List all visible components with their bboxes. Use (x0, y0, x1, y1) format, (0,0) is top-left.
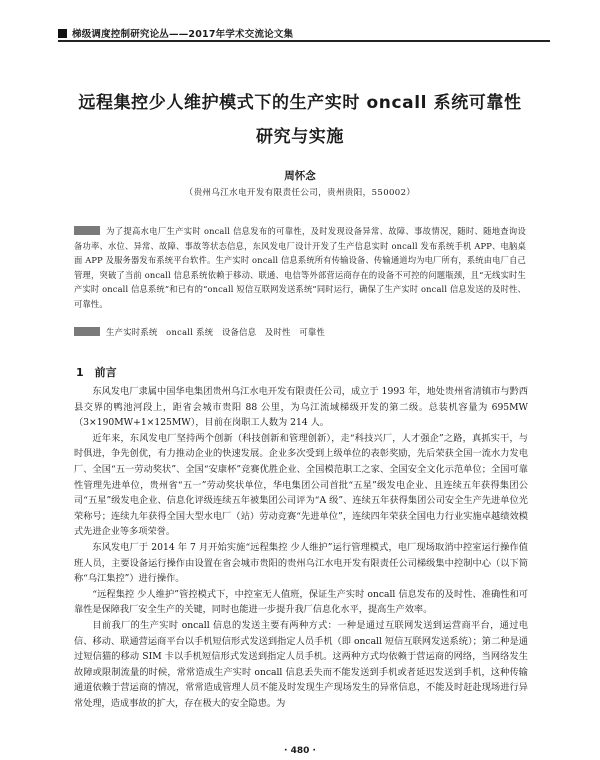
paper-title-line1: 远程集控少人维护模式下的生产实时 oncall 系统可靠性 (78, 93, 522, 113)
keywords (74, 325, 526, 339)
page-number: · 480 · (284, 746, 316, 756)
abstract (74, 224, 526, 312)
paragraph: 近年来，东风发电厂坚持两个创新（科技创新和管理创新），走“科技兴厂，人才强企”之路，真抓实干，与时俱进，争先创优，有力推动企业的快速发展。企业多次受到上级单位的表彰奖励，先后荣获全国一流水力发电厂、全国“五一劳动奖状”、全国“安康杯”竞赛优胜企业、全国模范职工之家、全国安全文化示范单位；全国可靠性管理先进单位，贵州省“五一”劳动奖状单位，华电集团公司首批“五星”级发电企业、且连续五年获得集团公司“五星”级发电企业、信息化评级连续五年被集团公司评为“A 级”、连续五年获得集团公司安全生产先进单位光荣称号；连续九年获得全国大型水电厂（站）劳动竞赛“先进单位”，连续四年荣获全国电力行业实施卓越绩效模式先进企业等多项荣誉。 (74, 432, 528, 538)
abstract-text: 为了提高水电厂生产实时 oncall 信息发布的可靠性，及时发现设备异常、故障、事故情况，随时、随地查询设备功率、水位、异常、故障、事故等状态信息，东风发电厂设计开发了生产信息实时 oncall 发布系统手机 APP、电脑桌面 APP 及服务器发布系统平台软件。生产实时 oncall 信息系统所有传输设备、传输通道均为电厂所有，系统由电厂自己管理，突破了当前 oncall 信息系统依赖于移动、联通、电信等外部营运商存在的设备不可控的问题瓶颈，且“无线实时生产实时 oncall 信息系统”和已有的“oncall 短信互联网发送系统”同时运行，确保了生产实时 oncall 信息发送的及时性、可靠性。 (74, 226, 526, 309)
paragraph: 东风发电厂于 2014 年 7 月开始实施“远程集控 少人维护”运行管理模式，电厂现场取消中控室运行操作值班人员，主要设备运行操作由设置在省会城市贵阳的贵州乌江水电开发有限责任公司梯级集中控制中心（以下简称“乌江集控”）进行操作。 (74, 541, 528, 585)
section-heading: 1 前言 (76, 366, 117, 379)
body-text (74, 384, 528, 711)
running-header (58, 26, 550, 42)
running-title: 梯级调度控制研究论丛——2017年学术交流论文集 (72, 29, 294, 40)
paragraph: 东风发电厂隶属中国华电集团贵州乌江水电开发有限责任公司，成立于 1993 年，地处贵州省清镇市与黔西县交界的鸭池河段上，距省会城市贵阳 88 公里，为乌江流域梯级开发的第二级。总装机容量为 695MW（3×190MW+1×125MW），目前在岗职工人数为 214 人。 (74, 386, 528, 429)
header-square-icon (58, 29, 67, 38)
keywords-text: 生产实时系统 oncall 系统 设备信息 及时性 可靠性 (106, 327, 326, 337)
author-affiliation: （贵州乌江水电开发有限责任公司，贵州贵阳，550002） (184, 188, 416, 198)
paper-title-line2: 研究与实施 (256, 127, 344, 147)
paragraph: “远程集控 少人维护”管控模式下，中控室无人值班，保证生产实时 oncall 信息发布的及时性、准确性和可靠性是保障我厂安全生产的关键，同时也能进一步提升我厂信息化水平，提高生产效率。 (74, 588, 528, 616)
paragraph: 目前我厂的生产实时 oncall 信息的发送主要有两种方式：一种是通过互联网发送到运营商平台，通过电信、移动、联通营运商平台以手机短信形式发送到指定人员手机（即 oncall 短信互联网发送系统）；第二种是通过短信猫的移动 SIM 卡以手机短信形式发送到指定人员手机。这两种方式均依赖于营运商的网络，当网络发生故障或限制流量的时候，常常造成生产实时 oncall 信息丢失而不能发送到手机或者延迟发送到手机，这种传输通道依赖于营运商的情况，常常造成管理人员不能及时发现生产现场发生的异常信息，不能及时赶赴现场进行异常处理，造成事故的扩大，存在极大的安全隐患。为 (74, 619, 528, 709)
keywords-label-box (74, 327, 100, 336)
abstract-label-box (74, 226, 100, 235)
author-name: 周怀念 (284, 170, 316, 182)
